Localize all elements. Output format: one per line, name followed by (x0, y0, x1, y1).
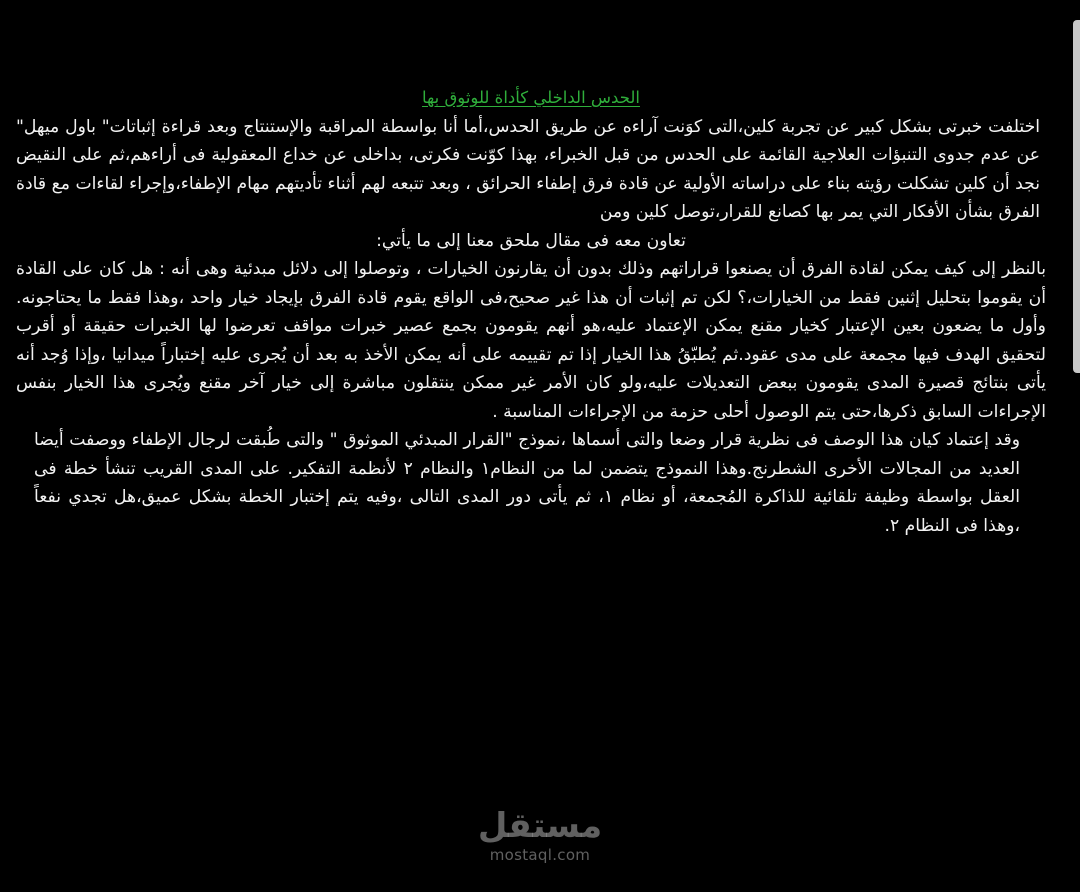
paragraph-2: بالنظر إلى كيف يمكن لقادة الفرق أن يصنعوا قراراتهم وذلك بدون أن يقارنون الخيارات ، وتوصلوا إلى دلائل مبدئية وهى أنه : هل كان على القادة أن يقوموا بتحليل إثنين فقط من الخيارات،؟ لكن تم إثبات أن هذا غير صحيح،فى الواقع يقوم قادة الفرق بإيجاد خيار واحد ،وهذا فقط ما يحتاجونه. وأول ما يضعون بعين الإعتبار كخيار مقنع يمكن الإعتماد عليه،هو أنهم يقومون بجمع عصير خبرات مواقف تعرضوا لها الخبرات حقيقة أو أقرب لتحقيق الهدف فيها مجمعة على مدى عقود.ثم يُطبّقُ هذا الخيار إذا تم تقييمه على أنه يمكن الأخذ به بعد أن يُجرى عليه إختباراً ميدانيا ،وإذا وُجد أنه يأتى بنتائج قصيرة المدى يقومون ببعض التعديلات عليه،ولو كان الأمر غير ممكن ينتقلون مباشرة إلى خيار آخر مقنع ويُجرى هذا الخيار بنفس الإجراءات السابق ذكرها،حتى يتم الوصول أحلى حزمة من الإجراءات المناسبة . (16, 259, 1046, 422)
paragraph-1-last-line: تعاون معه فى مقال ملحق معنا إلى ما يأتي: (376, 230, 686, 251)
document-body (16, 84, 1046, 540)
paragraph-3: وقد إعتماد كيان هذا الوصف فى نظرية قرار وضعا والتى أسماها ،نموذج "القرار المبدئي الموثوق " والتى طُبقت لرجال الإطفاء ووصفت أيضا العديد من المجالات الأخرى الشطرنج.وهذا النموذج يتضمن لما من النظام١ والنظام ٢ لأنظمة التفكير. على المدى القريب تنشأ خطة فى العقل بواسطة وظيفة تلقائية للذاكرة المُجمعة، أو نظام ١، ثم يأتى دور المدى التالى ،وفيه يتم إختبار الخطة بشكل عميق،هل تجدي نفعاً ،وهذا فى النظام ٢. (34, 430, 1020, 536)
document-title: الحدس الداخلي كأداة للوثوق بها (422, 88, 640, 107)
scrollbar[interactable] (1073, 20, 1080, 373)
watermark-domain: mostaql.com (489, 846, 591, 864)
watermark (470, 806, 610, 864)
watermark-logo: مستقل (477, 806, 603, 846)
paragraph-1: اختلفت خبرتى بشكل كبير عن تجربة كلين،التى كوَنت آراءه عن طريق الحدس،أما أنا بواسطة المراقبة والإستنتاج وبعد قراءة إثباتات" باول ميهل" عن عدم جدوى التنبؤات العلاجية القائمة على الحدس من قبل الخبراء، بهذا كوّنت فكرتى، بداخلى عن خداع المعقولية فى أراءهم،ثم على النقيض نجد أن كلين تشكلت رؤيته بناء على دراساته الأولية عن قادة فرق إطفاء الحرائق ، وبعد تتبعه لهم أثناء تأديتهم مهام الإطفاء،وإجراء لقاءات مع قادة الفرق بشأن الأفكار التي يمر بها كصانع للقرار،توصل كلين ومن (16, 116, 1040, 222)
